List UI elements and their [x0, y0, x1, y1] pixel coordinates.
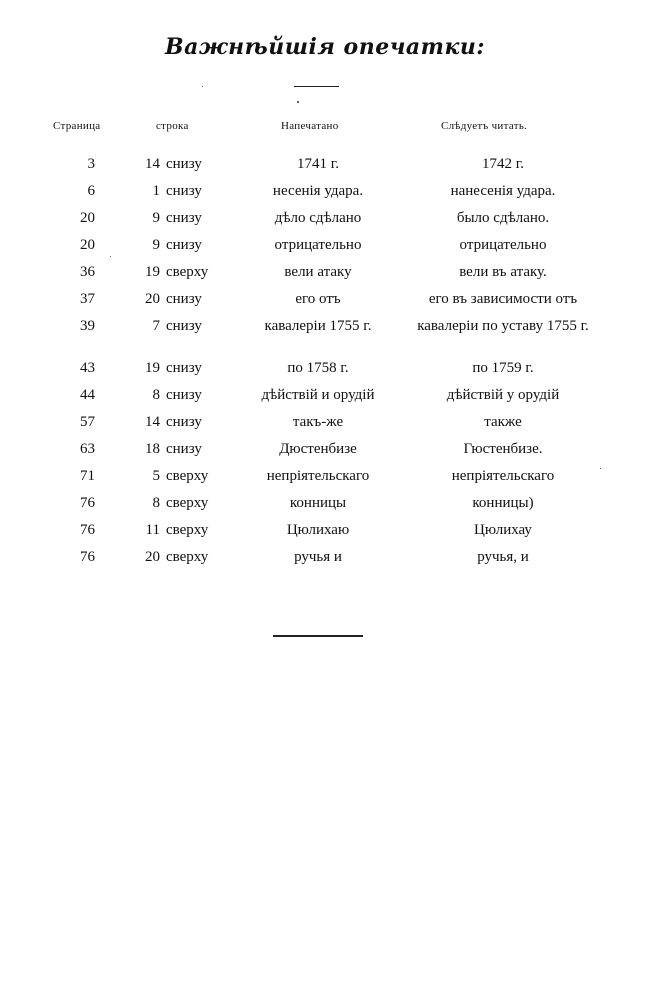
- cell-line-direction: сверху: [166, 495, 209, 511]
- cell-should-read: кавалеріи по уставу 1755 г.: [417, 318, 589, 334]
- cell-should-read: Цюлихау: [474, 522, 532, 538]
- cell-should-read: дѣйствій у орудій: [446, 387, 560, 403]
- header-line: строка: [156, 120, 189, 132]
- cell-line-number: 8: [152, 387, 160, 403]
- cell-line-number: 19: [145, 264, 160, 280]
- cell-page: 76: [80, 522, 95, 538]
- ink-speck: [110, 256, 111, 257]
- cell-page: 6: [87, 183, 95, 199]
- cell-should-read: конницы): [472, 495, 534, 511]
- cell-line-number: 19: [145, 360, 160, 376]
- cell-line-number: 9: [152, 237, 160, 253]
- cell-line-direction: снизу: [166, 318, 202, 334]
- cell-line-direction: сверху: [166, 522, 209, 538]
- cell-line-number: 14: [145, 156, 160, 172]
- header-printed: Напечатано: [281, 120, 339, 132]
- cell-should-read: было сдѣлано.: [456, 210, 550, 226]
- title-underline: [294, 86, 339, 87]
- cell-line-direction: снизу: [166, 237, 202, 253]
- cell-page: 36: [80, 264, 95, 280]
- cell-should-read: отрицательно: [459, 237, 547, 253]
- cell-line-direction: снизу: [166, 183, 202, 199]
- cell-page: 71: [80, 468, 95, 484]
- cell-printed: дѣйствій и орудій: [261, 387, 375, 403]
- cell-line-number: 20: [145, 549, 160, 565]
- cell-line-direction: сверху: [166, 549, 209, 565]
- cell-page: 44: [80, 387, 95, 403]
- cell-page: 37: [80, 291, 95, 307]
- cell-page: 43: [80, 360, 95, 376]
- ink-speck: [297, 101, 299, 103]
- header-should-read: Слѣдуетъ читать.: [441, 120, 528, 132]
- cell-printed: отрицательно: [274, 237, 362, 253]
- cell-line-number: 5: [152, 468, 160, 484]
- cell-page: 3: [87, 156, 95, 172]
- cell-line-number: 9: [152, 210, 160, 226]
- cell-printed: вели атаку: [284, 264, 352, 280]
- cell-page: 20: [80, 210, 95, 226]
- cell-line-number: 14: [145, 414, 160, 430]
- cell-page: 76: [80, 495, 95, 511]
- cell-printed: Цюлихаю: [286, 522, 350, 538]
- cell-should-read: нанесенія удара.: [450, 183, 556, 199]
- cell-line-direction: снизу: [166, 210, 202, 226]
- cell-printed: кавалеріи 1755 г.: [264, 318, 372, 334]
- cell-page: 63: [80, 441, 95, 457]
- cell-printed: ручья и: [294, 549, 342, 565]
- cell-line-direction: снизу: [166, 387, 202, 403]
- cell-line-number: 11: [145, 522, 160, 538]
- cell-line-direction: снизу: [166, 156, 202, 172]
- cell-should-read: также: [484, 414, 522, 430]
- cell-should-read: непріятельскаго: [451, 468, 555, 484]
- cell-printed: несенія удара.: [272, 183, 364, 199]
- cell-line-direction: снизу: [166, 360, 202, 376]
- cell-line-direction: сверху: [166, 468, 209, 484]
- cell-printed: конницы: [289, 495, 347, 511]
- cell-page: 57: [80, 414, 95, 430]
- cell-should-read: 1742 г.: [482, 156, 524, 172]
- cell-line-direction: сверху: [166, 264, 209, 280]
- closing-rule: [273, 635, 363, 637]
- cell-line-number: 1: [152, 183, 160, 199]
- cell-printed: 1741 г.: [297, 156, 339, 172]
- cell-should-read: ручья, и: [477, 549, 529, 565]
- cell-printed: Дюстенбизе: [279, 441, 357, 457]
- cell-printed: такъ-же: [292, 414, 344, 430]
- cell-line-number: 7: [152, 318, 160, 334]
- cell-line-direction: снизу: [166, 414, 202, 430]
- cell-line-number: 18: [145, 441, 160, 457]
- cell-line-direction: снизу: [166, 291, 202, 307]
- cell-line-number: 8: [152, 495, 160, 511]
- cell-line-direction: снизу: [166, 441, 202, 457]
- cell-printed: непріятельскаго: [266, 468, 370, 484]
- ink-speck: [202, 86, 203, 87]
- cell-page: 39: [80, 318, 95, 334]
- cell-should-read: Гюстенбизе.: [463, 441, 543, 457]
- cell-should-read: его въ зависимости отъ: [428, 291, 578, 307]
- cell-page: 76: [80, 549, 95, 565]
- cell-printed: по 1758 г.: [287, 360, 349, 376]
- cell-line-number: 20: [145, 291, 160, 307]
- cell-should-read: по 1759 г.: [472, 360, 534, 376]
- cell-printed: дѣло сдѣлано: [274, 210, 362, 226]
- cell-should-read: вели въ атаку.: [459, 264, 547, 280]
- page-title: Важнѣйшія опечатки:: [165, 34, 485, 60]
- cell-printed: его отъ: [295, 291, 341, 307]
- header-page: Страница: [53, 120, 101, 132]
- cell-page: 20: [80, 237, 95, 253]
